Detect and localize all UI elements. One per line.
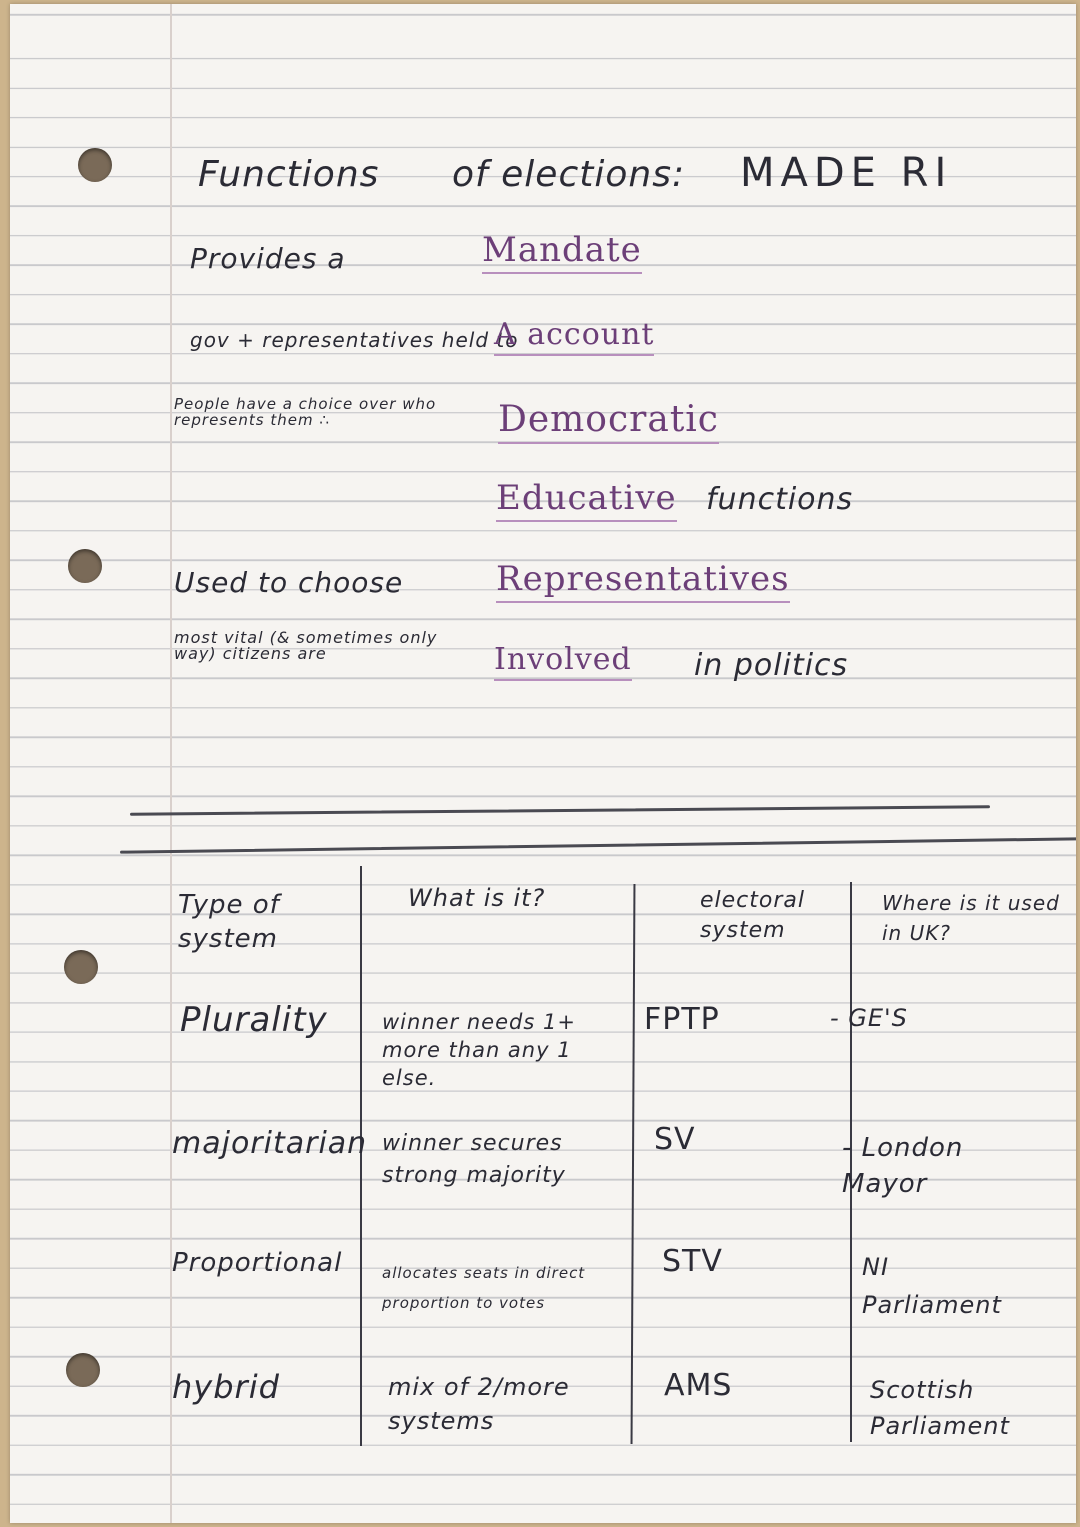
table-header-type: Type of system: [178, 890, 280, 954]
note-involved: most vital (& sometimes only way) citizens are: [174, 628, 438, 663]
key-involved: Involved: [494, 642, 632, 681]
table-cell-where: - London Mayor: [842, 1133, 964, 1199]
table-header-what: What is it?: [408, 884, 546, 912]
tail-involved: in politics: [694, 648, 849, 683]
table-cell-electoral: STV: [662, 1244, 723, 1279]
table-cell-electoral: AMS: [664, 1368, 733, 1403]
note-account: gov + representatives held to: [190, 328, 519, 352]
punch-hole: [66, 1353, 100, 1387]
tail-educative: functions: [706, 482, 854, 517]
notebook-page: [10, 4, 1076, 1523]
table-cell-type: Plurality: [180, 1000, 328, 1040]
table-cell-electoral: FPTP: [644, 1002, 720, 1037]
table-header-electoral: electoral system: [700, 888, 806, 943]
table-cell-where: - GE'S: [830, 1004, 908, 1032]
table-header-where: Where is it used in UK?: [882, 891, 1060, 945]
table-cell-what: allocates seats in direct proportion to votes: [382, 1264, 586, 1312]
table-cell-type: majoritarian: [172, 1126, 368, 1161]
key-account: A account: [494, 317, 654, 356]
key-mandate: Mandate: [482, 230, 642, 274]
key-democratic: Democratic: [498, 399, 719, 444]
table-column-line: [631, 884, 636, 1444]
section-divider: [130, 805, 990, 816]
key-educative: Educative: [496, 478, 677, 522]
heading-left: Functions: [198, 154, 380, 195]
section-divider: [120, 837, 1076, 853]
heading-acronym: MADE RI: [740, 150, 953, 196]
table-cell-type: Proportional: [172, 1248, 343, 1278]
table-cell-where: NI Parliament: [862, 1253, 1002, 1319]
note-representatives: Used to choose: [174, 566, 404, 599]
table-cell-electoral: SV: [654, 1122, 696, 1157]
note-democratic: People have a choice over who represents them ∴: [174, 395, 437, 429]
key-representatives: Representatives: [496, 559, 790, 603]
table-cell-what: winner secures strong majority: [382, 1131, 566, 1188]
punch-hole: [78, 148, 112, 182]
margin-line: [170, 4, 172, 1523]
heading-mid: of elections:: [452, 154, 686, 195]
table-cell-what: winner needs 1+ more than any 1 else.: [382, 1010, 576, 1090]
note-mandate: Provides a: [190, 242, 346, 275]
table-cell-where: Scottish Parliament: [870, 1376, 1010, 1440]
punch-hole: [68, 549, 102, 583]
table-cell-what: mix of 2/more systems: [388, 1373, 570, 1435]
table-cell-type: hybrid: [172, 1368, 280, 1406]
punch-hole: [64, 950, 98, 984]
